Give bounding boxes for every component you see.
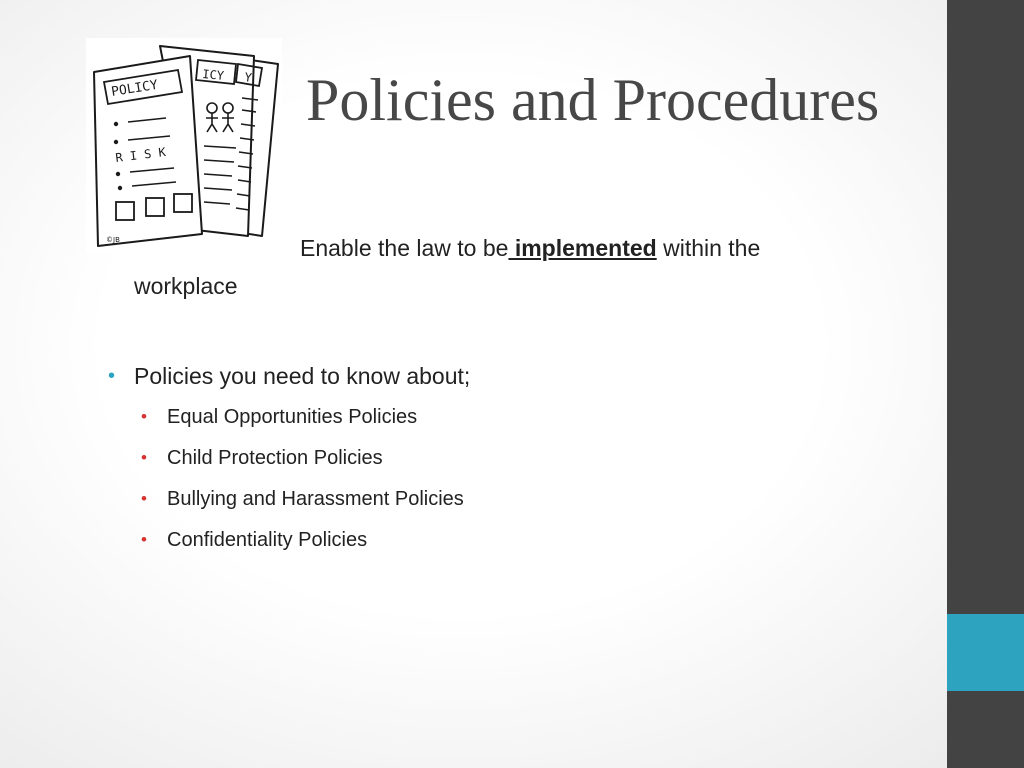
- side-accent-block: [947, 614, 1024, 691]
- clipart-corner-mark: ©JB: [106, 236, 120, 244]
- intro-emphasis: implemented: [508, 235, 657, 261]
- bullet-dot-icon: •: [108, 365, 116, 387]
- policy-documents-clipart: [86, 38, 282, 252]
- clipart-risk-label: R I S K: [114, 144, 167, 165]
- sub-bullet-dot-icon: •: [141, 530, 147, 549]
- slide-title: Policies and Procedures: [306, 67, 880, 133]
- clipart-middle-label: ICY: [201, 67, 225, 83]
- sub-bullet-text: Child Protection Policies: [167, 447, 383, 469]
- sub-bullet-text: Confidentiality Policies: [167, 529, 368, 551]
- intro-suffix: within the: [656, 235, 761, 261]
- intro-text: [300, 230, 760, 266]
- sub-bullet-item: [141, 402, 418, 432]
- sub-bullet-dot-icon: •: [141, 489, 147, 508]
- sub-bullet-item: [141, 525, 368, 555]
- sub-bullet-text: Bullying and Harassment Policies: [167, 488, 464, 510]
- clipart-front-label: POLICY: [110, 77, 160, 100]
- bullet-text: Policies you need to know about;: [134, 363, 471, 389]
- sub-bullet-item: [141, 443, 383, 473]
- policy-documents-icon: [86, 38, 282, 252]
- intro-prefix: Enable the law to be: [300, 235, 509, 261]
- sub-bullet-dot-icon: •: [141, 407, 147, 426]
- sub-bullet-dot-icon: •: [141, 448, 147, 467]
- sub-bullet-item: [141, 484, 464, 514]
- intro-continuation: workplace: [134, 273, 238, 299]
- bullet-item: [108, 358, 471, 394]
- sub-bullet-text: Equal Opportunities Policies: [167, 406, 418, 428]
- clipart-back-label: Y: [243, 70, 253, 85]
